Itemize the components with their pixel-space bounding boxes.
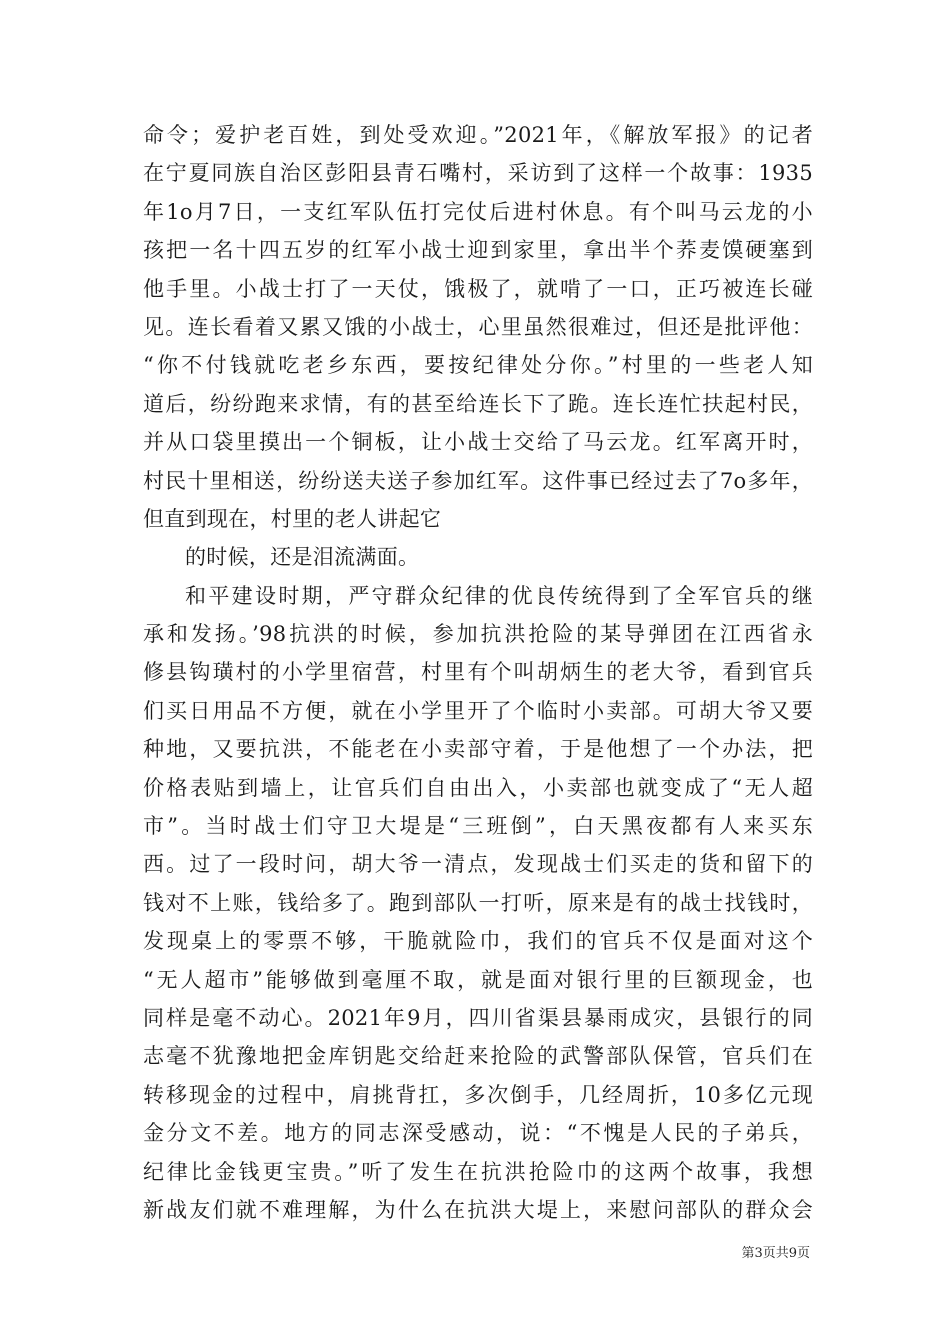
text-line: 市”。当时战士们守卫大堤是“三班倒”，白天黑夜都有人来买东: [143, 814, 813, 839]
text-line: 纪律比金钱更宝贵。”听了发生在抗洪抢险巾的这两个故事，我想: [143, 1159, 813, 1184]
text-line: 在宁夏同族自治区彭阳县青石嘴村，采访到了这样一个故事：1935: [143, 161, 813, 186]
text-line: 同样是毫不动心。2021年9月，四川省渠县暴雨成灾，县银行的同: [143, 1005, 813, 1030]
text-line: 西。过了一段时问，胡大爷一清点，发现战士们买走的货和留下的: [143, 852, 813, 877]
text-line: 新战友们就不难理解，为什么在抗洪大堤上，来慰问部队的群众会: [143, 1197, 813, 1222]
text-line: 种地，又要抗洪，不能老在小卖部守着，于是他想了一个办法，把: [143, 737, 813, 762]
text-line: 金分文不差。地方的同志深受感动，说：“不愧是人民的子弟兵，: [143, 1121, 813, 1146]
text-line: 价格表贴到墙上，让官兵们自由出入，小卖部也就变成了“无人超: [143, 775, 813, 800]
text-line: 修县钩璜村的小学里宿营，村里有个叫胡炳生的老大爷，看到官兵: [143, 660, 813, 685]
text-line: 他手里。小战士打了一天仗，饿极了，就啃了一口，正巧被连长碰: [143, 276, 813, 301]
text-line: 的时候，还是泪流满面。: [185, 545, 420, 570]
text-line: 见。连长看着又累又饿的小战士，心里虽然很难过，但还是批评他：: [143, 314, 813, 339]
page-number-footer: 第3页共9页: [741, 1246, 810, 1261]
text-line: 承和发扬。’98抗洪的时候，参加抗洪抢险的某导弹团在江西省永: [143, 622, 813, 647]
text-line: 志毫不犹豫地把金库钥匙交给赶来抢险的武警部队保管，官兵们在: [143, 1044, 813, 1069]
text-line: 命令；爱护老百姓，到处受欢迎。”2021年，《解放军报》的记者: [143, 123, 813, 147]
text-line: 年1o月7日，一支红军队伍打完仗后进村休息。有个叫马云龙的小: [143, 199, 813, 224]
text-line: 但直到现在，村里的老人讲起它: [143, 506, 442, 531]
text-line: “无人超市”能够做到毫厘不取，就是面对银行里的巨额现金，也: [143, 967, 813, 992]
text-line: 并从口袋里摸出一个铜板，让小战士交给了马云龙。红军离开时，: [143, 430, 813, 455]
text-line: 发现桌上的零票不够，干脆就险巾，我们的官兵不仅是面对这个: [143, 929, 813, 954]
text-line: 和平建设时期，严守群众纪律的优良传统得到了全军官兵的继: [185, 583, 813, 608]
text-line: “你不付钱就吃老乡东西，要按纪律处分你。”村里的一些老人知: [143, 353, 813, 378]
text-line: 孩把一名十四五岁的红军小战士迎到家里，拿出半个荞麦馍硬塞到: [143, 238, 813, 263]
text-line: 村民十里相送，纷纷送夫送子参加红军。这件事已经过去了7o多年，: [143, 468, 813, 493]
body-text: [143, 116, 813, 1229]
text-line: 转移现金的过程中，肩挑背扛，多次倒手，几经周折，10多亿元现: [143, 1082, 813, 1107]
text-line: 道后，纷纷跑来求情，有的甚至给连长下了跪。连长连忙扶起村民，: [143, 391, 813, 416]
text-line: 钱对不上账，钱给多了。跑到部队一打听，原来是有的战士找钱时，: [143, 890, 813, 915]
text-line: 们买日用品不方便，就在小学里开了个临时小卖部。可胡大爷又要: [143, 698, 813, 723]
